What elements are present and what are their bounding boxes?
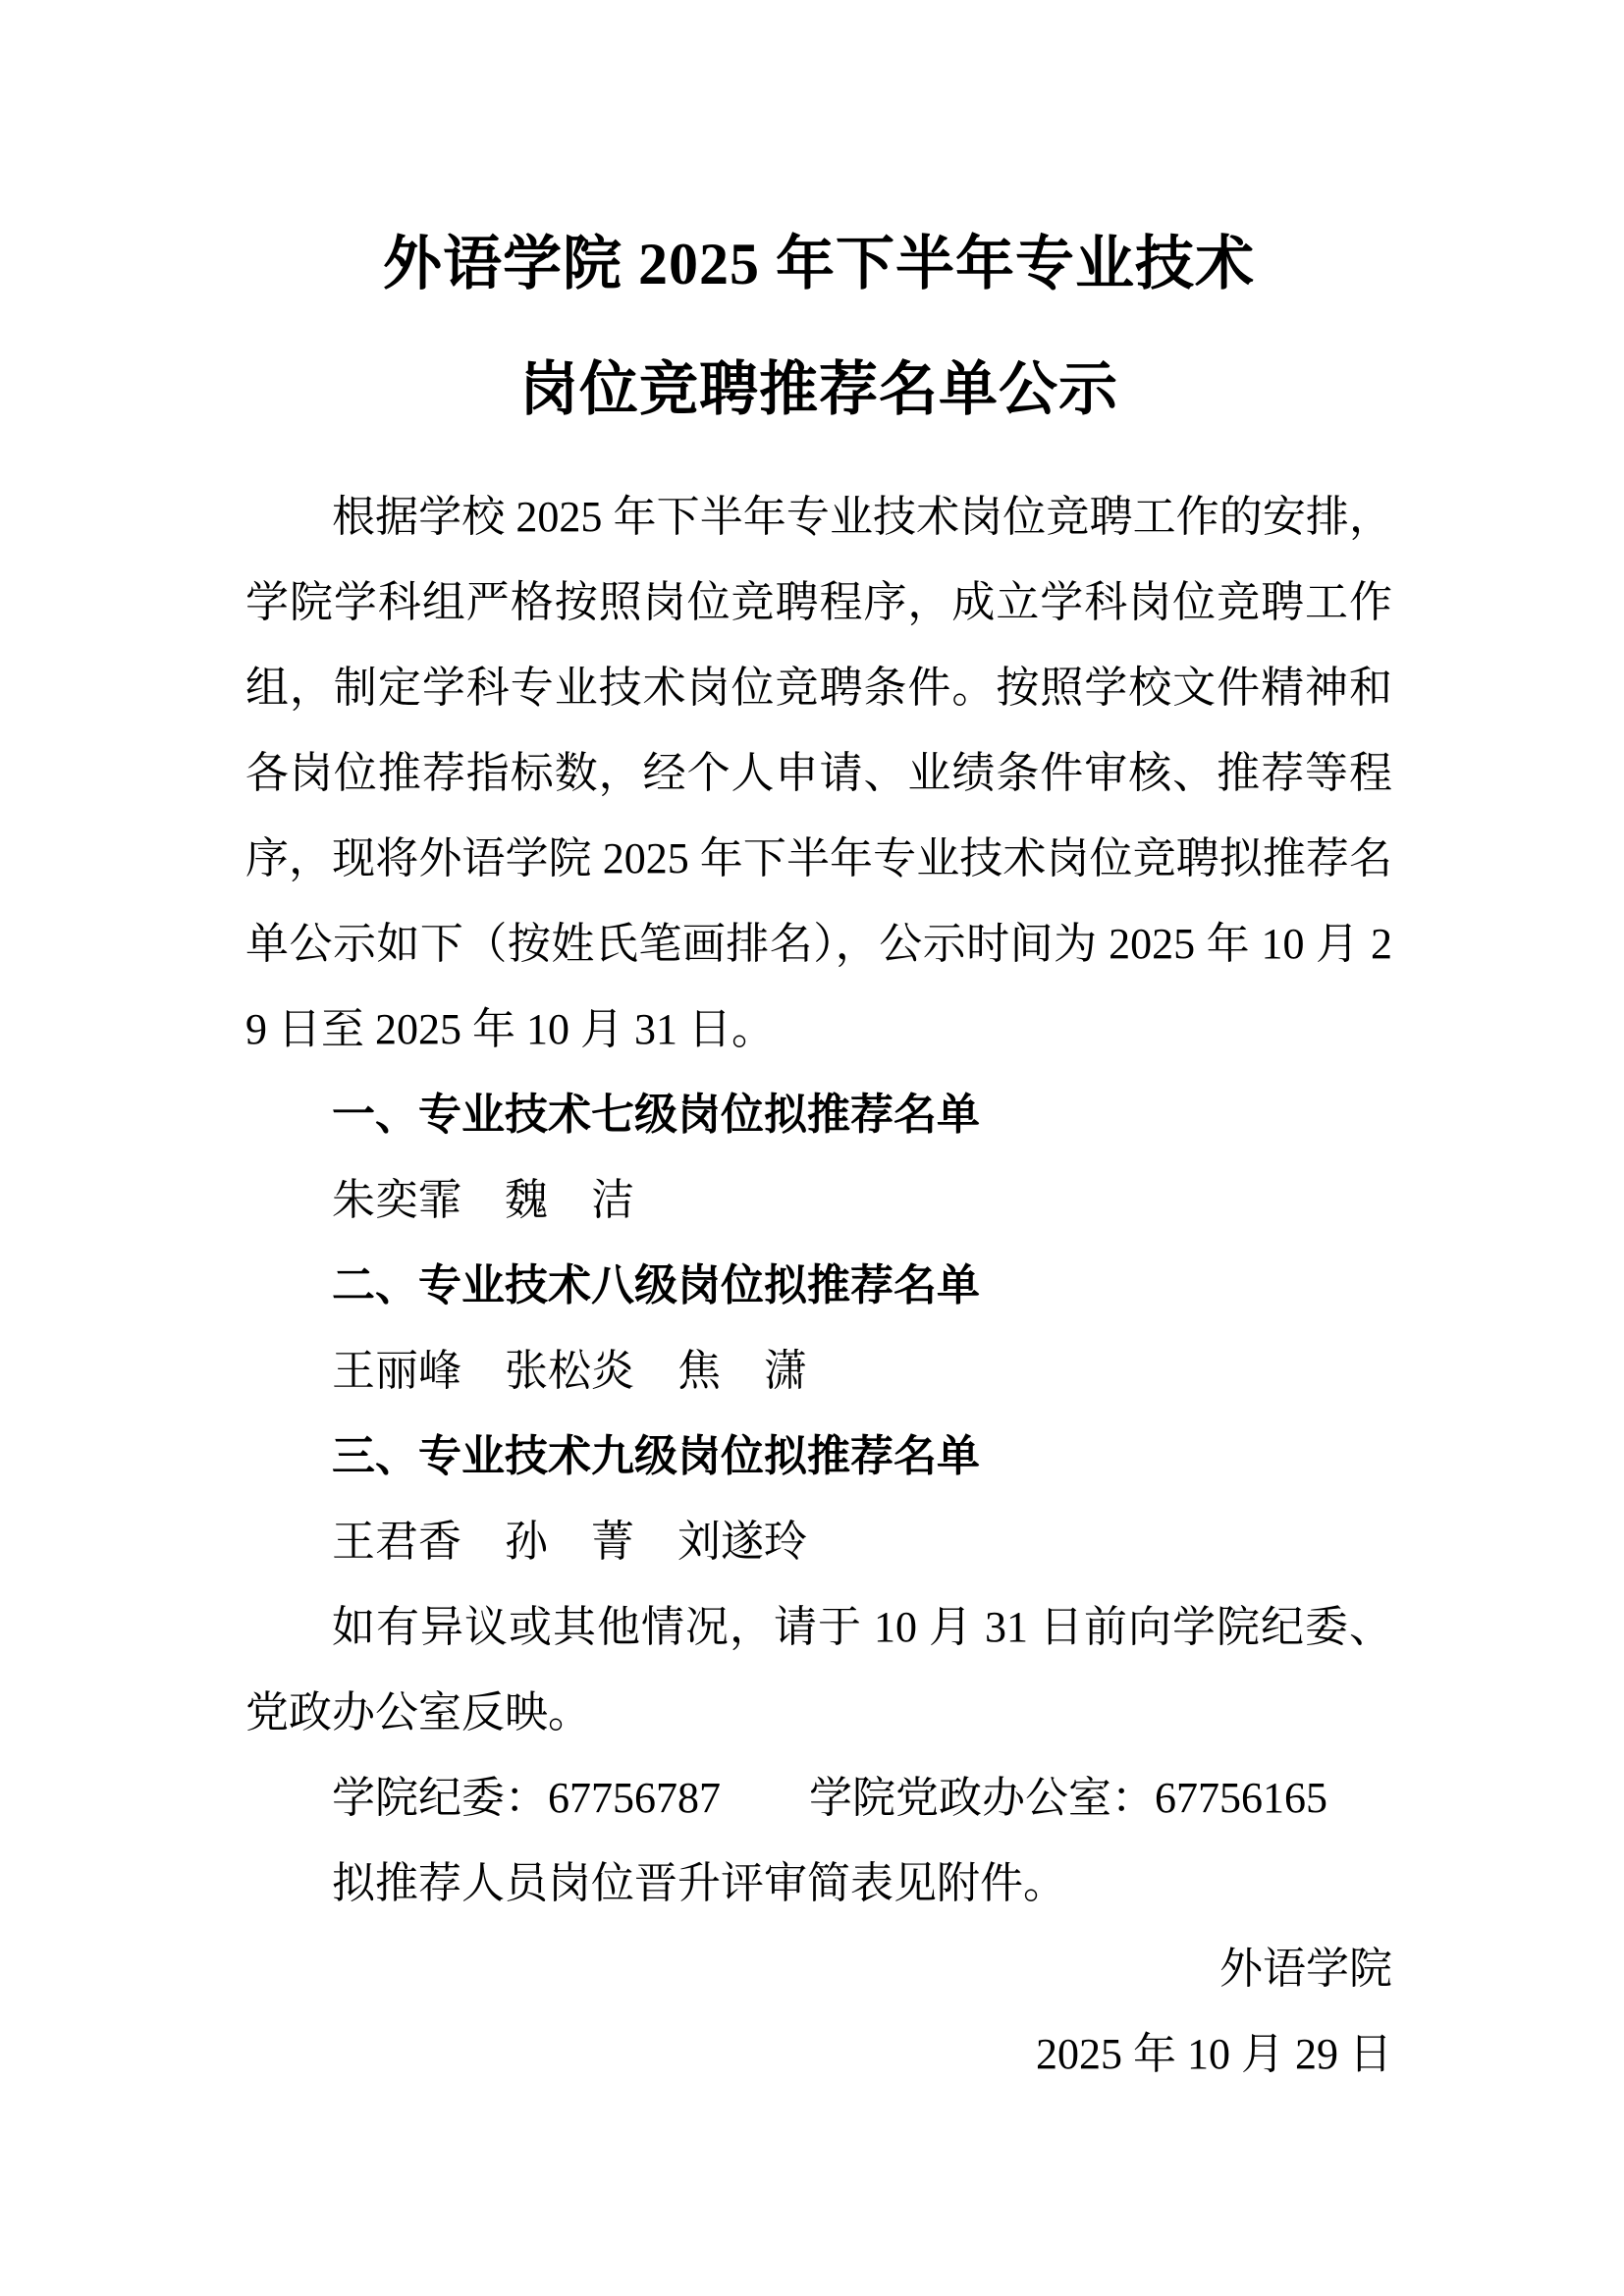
section-heading-level8: 二、专业技术八级岗位拟推荐名单 [332,1261,980,1309]
section-heading-level7: 一、专业技术七级岗位拟推荐名单 [332,1091,980,1139]
contact-line [245,1755,1392,1841]
objection-notice: 如有异议或其他情况，请于 10 月 31 日前向学院纪委、党政办公室反映。 [245,1603,1392,1736]
names-level7: 朱奕霏 魏 洁 [332,1176,634,1224]
names-level8: 王丽峰 张松炎 焦 潇 [332,1347,807,1395]
attachment-note: 拟推荐人员岗位晋升评审简表见附件。 [332,1859,1066,1907]
names-level9: 王君香 孙 菁 刘遂玲 [332,1518,807,1566]
party-admin-office-phone: 67756165 [1155,1774,1327,1822]
section-heading-level9: 三、专业技术九级岗位拟推荐名单 [332,1432,980,1480]
signature-org: 外语学院 [1219,1945,1392,1993]
discipline-committee-phone: 67756787 [548,1774,721,1822]
discipline-committee-label: 学院纪委： [332,1774,548,1822]
document-title-line1: 外语学院 2025 年下半年专业技术 [383,232,1255,296]
intro-paragraph: 根据学校 2025 年下半年专业技术岗位竞聘工作的安排，学院学科组严格按照岗位竞聘程序，成立学科岗位竞聘工作组，制定学科专业技术岗位竞聘条件。按照学校文件精神和各岗位推荐指标数，经个人申请、业绩条件审核、推荐等程序，现将外语学院 2025 年下半年专业技术岗位竞聘拟推荐名单公示如下（按姓氏笔画排名），公示时间为 2025 年 10 月 29 日至 2025 年 10 月 31 日。 [245,493,1392,1053]
signature-date: 2025 年 10 月 29 日 [1036,2030,1392,2078]
document-title-line2: 岗位竞聘推荐名单公示 [519,357,1118,422]
document-title [245,201,1392,453]
party-admin-office-label: 学院党政办公室： [809,1774,1155,1822]
